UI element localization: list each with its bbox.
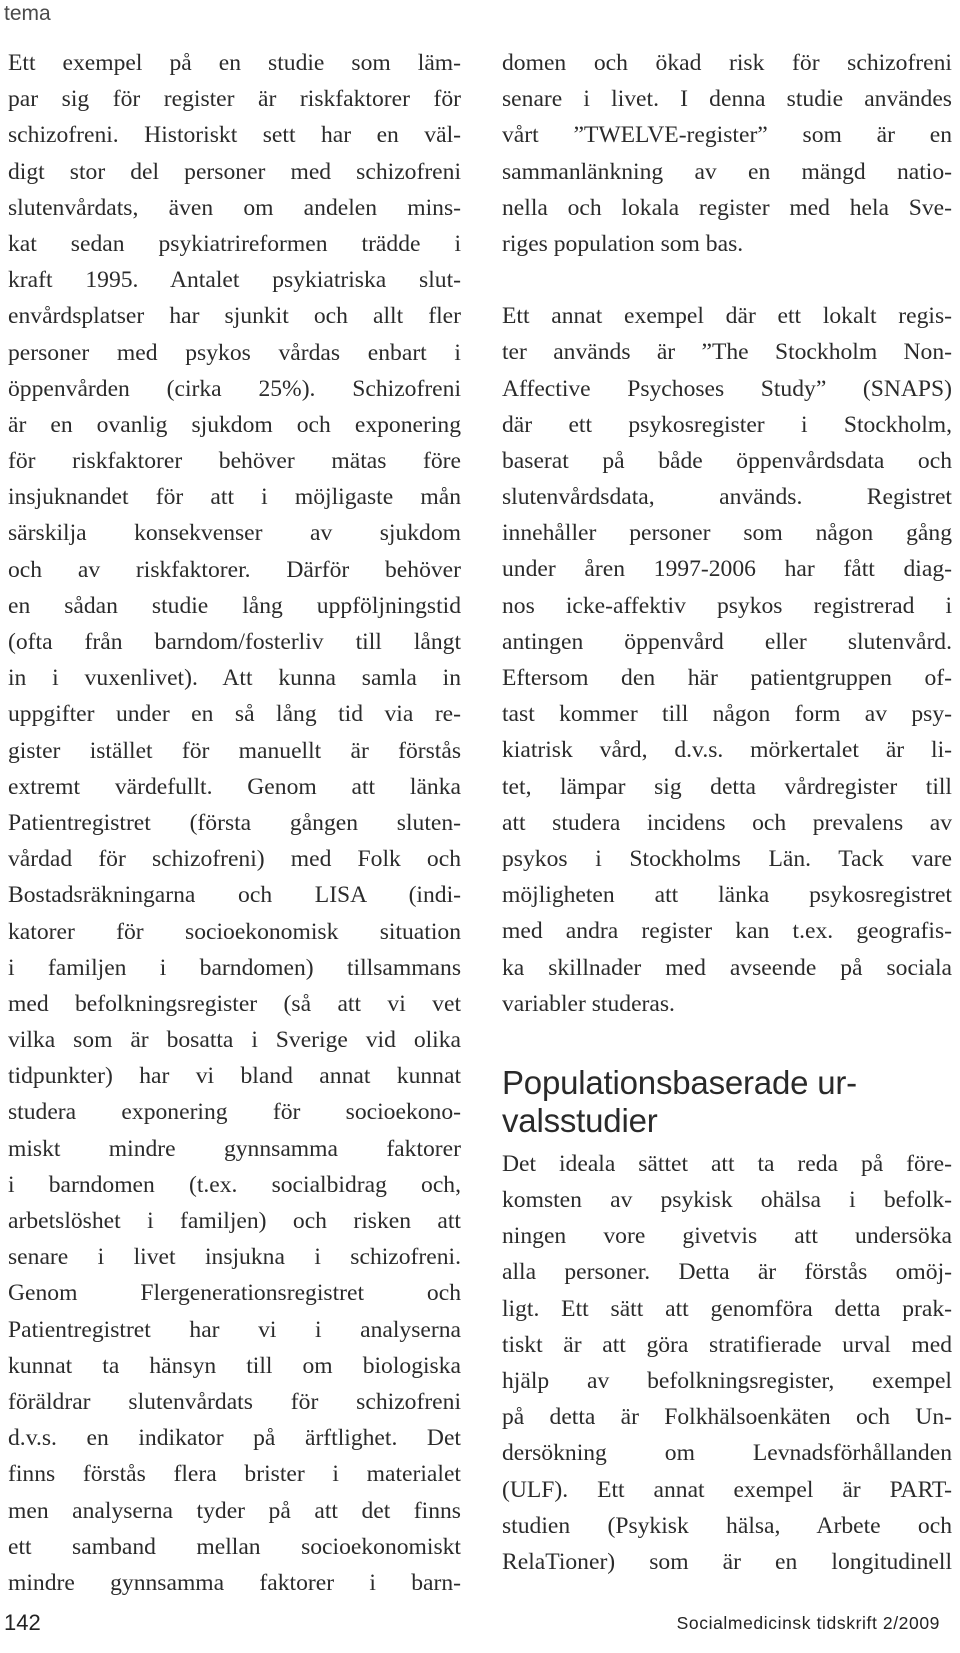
text-line: schizofreni. Historiskt sett har en väl- <box>8 122 461 149</box>
text-line: möjligheten att länka psykosregistret <box>502 882 952 909</box>
text-line: vårdad för schizofreni) med Folk och <box>8 846 461 873</box>
text-line: tiskt är att göra stratifierade urval med <box>502 1331 952 1358</box>
text-line: vårt ”TWELVE-register” som är en <box>502 122 952 149</box>
text-line: ningen vore givetvis att undersöka <box>502 1223 952 1250</box>
text-line: hjälp av befolkningsregister, exempel <box>502 1368 952 1394</box>
left-column <box>8 45 461 1601</box>
text-line: in i vuxenlivet). Att kunna samla in <box>8 665 461 692</box>
text-line: kunnat ta hänsyn till om biologiska <box>8 1352 461 1379</box>
text-line: kiatrisk vård, d.v.s. mörkertalet är li- <box>502 737 952 764</box>
text-line: alla personer. Detta är förstås omöj- <box>502 1259 952 1286</box>
section-tag: tema <box>4 2 51 25</box>
text-line: par sig för register är riskfaktorer för <box>8 86 461 113</box>
text-line: föräldrar slutenvårdats för schizofreni <box>8 1388 461 1415</box>
text-line: insjuknandet för att i möjligaste mån <box>8 484 461 511</box>
text-line: sammanlänkning av en mängd natio- <box>502 158 952 185</box>
text-line: personer med psykos vårdas enbart i <box>8 339 461 366</box>
text-line: slutenvårdsdata, används. Registret <box>502 484 952 511</box>
text-line: (ULF). Ett annat exempel är PART- <box>502 1476 952 1503</box>
text-line: tidpunkter) har vi bland annat kunnat <box>8 1063 461 1090</box>
text-line: kat sedan psykiatrireformen trädde i <box>8 230 461 257</box>
text-line: vilka som är bosatta i Sverige vid olika <box>8 1027 461 1054</box>
text-line: digt stor del personer med schizofreni <box>8 158 461 185</box>
journal-name: Socialmedicinsk tidskrift 2/2009 <box>676 1613 940 1633</box>
text-line: nos icke-affektiv psykos registrerad i <box>502 592 952 619</box>
text-line: Det ideala sättet att ta reda på före- <box>502 1150 952 1177</box>
text-line: öppenvården (cirka 25%). Schizofreni <box>8 375 461 402</box>
section-heading <box>502 1064 952 1140</box>
text-line: dersökning om Levnadsförhållanden <box>502 1440 952 1467</box>
text-line: Eftersom den här patientgruppen of- <box>502 665 952 691</box>
text-line: studera exponering för socioekono- <box>8 1099 461 1126</box>
text-line: under åren 1997-2006 har fått diag- <box>502 556 952 583</box>
text-line: med befolkningsregister (så att vi vet <box>8 990 461 1017</box>
text-line: ka skillnader med avseende på sociala <box>502 954 952 981</box>
text-line: och av riskfaktorer. Därför behöver <box>8 556 461 583</box>
text-line: där ett psykosregister i Stockholm, <box>502 411 952 438</box>
text-line: tast kommer till någon form av psy- <box>502 701 952 728</box>
text-line: kraft 1995. Antalet psykiatriska slut- <box>8 267 461 294</box>
text-line: i familjen i barndomen) tillsammans <box>8 954 461 981</box>
text-line: envårdsplatser har sjunkit och allt fler <box>8 303 461 330</box>
text-line: variabler studeras. <box>502 990 675 1017</box>
heading-line-1: Populationsbaserade ur- <box>502 1063 857 1101</box>
text-line: att studera incidens och prevalens av <box>502 809 952 836</box>
text-line: katorer för socioekonomisk situation <box>8 918 461 945</box>
text-line: uppgifter under en så lång tid via re- <box>8 701 461 728</box>
text-line: studien (Psykisk hälsa, Arbete och <box>502 1512 952 1539</box>
text-line: i barndomen (t.ex. socialbidrag och, <box>8 1171 461 1198</box>
heading-line-2: valsstudier <box>502 1101 658 1139</box>
text-line: nella och lokala register med hela Sve- <box>502 194 952 221</box>
text-line: Genom Flergenerationsregistret och <box>8 1280 461 1307</box>
text-line: ett samband mellan socioekonomiskt <box>8 1533 461 1560</box>
text-line: baserat på både öppenvårdsdata och <box>502 447 952 474</box>
text-line: RelaTioner) som är en longitudinell <box>502 1548 952 1575</box>
text-line: Ett exempel på en studie som läm- <box>8 50 461 76</box>
page-number: 142 <box>4 1610 41 1635</box>
text-line: Bostadsräkningarna och LISA (indi- <box>8 882 461 909</box>
text-line: slutenvårdats, även om andelen mins- <box>8 194 461 221</box>
text-line: gister istället för manuellt är förstås <box>8 737 461 764</box>
text-line: Patientregistret (första gången sluten- <box>8 809 461 836</box>
text-line: arbetslöshet i familjen) och risken att <box>8 1208 461 1234</box>
paragraph-2 <box>502 298 952 1022</box>
text-line: särskilja konsekvenser av sjukdom <box>8 520 461 547</box>
text-line: med andra register kan t.ex. geografis- <box>502 918 952 945</box>
text-line: tet, lämpar sig detta vårdregister till <box>502 773 952 800</box>
text-line: men analyserna tyder på att det finns <box>8 1497 461 1524</box>
text-line: för riskfaktorer behöver mätas före <box>8 448 461 475</box>
text-line: Patientregistret har vi i analyserna <box>8 1316 461 1343</box>
text-line: senare i livet insjukna i schizofreni. <box>8 1244 461 1271</box>
text-line: finns förstås flera brister i materialet <box>8 1461 461 1488</box>
text-line: innehåller personer som någon gång <box>502 520 952 547</box>
text-line: en sådan studie lång uppföljningstid <box>8 592 461 619</box>
text-line: d.v.s. en indikator på ärftlighet. Det <box>8 1425 461 1452</box>
text-line: Affective Psychoses Study” (SNAPS) <box>502 375 952 402</box>
right-column <box>502 45 952 1580</box>
text-line: senare i livet. I denna studie användes <box>502 86 952 113</box>
text-line: ligt. Ett sätt att genomföra detta prak- <box>502 1295 952 1322</box>
text-line: är en ovanlig sjukdom och exponering <box>8 411 461 438</box>
text-line: (ofta från barndom/fosterliv till långt <box>8 629 461 655</box>
text-line: antingen öppenvård eller slutenvård. <box>502 628 952 655</box>
text-line: Ett annat exempel där ett lokalt regis- <box>502 303 952 330</box>
text-line: riges population som bas. <box>502 230 744 257</box>
text-line: domen och ökad risk för schizofreni <box>502 50 952 76</box>
text-line: psykos i Stockholms Län. Tack vare <box>502 845 952 872</box>
text-line: miskt mindre gynnsamma faktorer <box>8 1135 461 1162</box>
text-line: komsten av psykisk ohälsa i befolk- <box>502 1187 952 1214</box>
text-line: på detta är Folkhälsoenkäten och Un- <box>502 1404 952 1431</box>
text-line: mindre gynnsamma faktorer i barn- <box>8 1569 461 1596</box>
text-line: ter används är ”The Stockholm Non- <box>502 339 952 366</box>
paragraph-1 <box>502 45 952 262</box>
text-line: extremt värdefullt. Genom att länka <box>8 773 461 800</box>
paragraph-3 <box>502 1146 952 1580</box>
